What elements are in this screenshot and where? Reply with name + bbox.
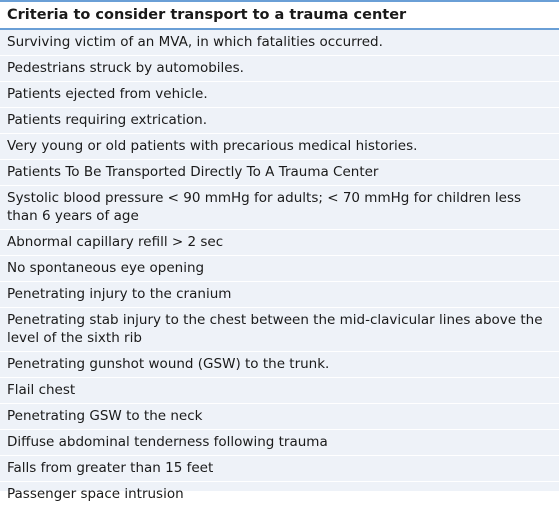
table-row: Patients To Be Transported Directly To A Trauma Center (0, 160, 559, 186)
table-row: Pedestrians struck by automobiles. (0, 56, 559, 82)
table-row: Diffuse abdominal tenderness following trauma (0, 430, 559, 456)
table-row: Flail chest (0, 378, 559, 404)
table-row: Passenger space intrusion (0, 482, 559, 508)
table-row: Penetrating gunshot wound (GSW) to the trunk. (0, 352, 559, 378)
table-row: Very young or old patients with precarious medical histories. (0, 134, 559, 160)
table-row: Penetrating stab injury to the chest between the mid-clavicular lines above the level of the sixth rib (0, 308, 559, 352)
table-row: Falls from greater than 15 feet (0, 456, 559, 482)
table-row: Penetrating GSW to the neck (0, 404, 559, 430)
table-row: Abnormal capillary refill > 2 sec (0, 230, 559, 256)
table-row: Systolic blood pressure < 90 mmHg for adults; < 70 mmHg for children less than 6 years of age (0, 186, 559, 230)
table-row: Patients requiring extrication. (0, 108, 559, 134)
table-body (0, 30, 559, 508)
table-row: No spontaneous eye opening (0, 256, 559, 282)
table-row: Patients ejected from vehicle. (0, 82, 559, 108)
table-row: Penetrating injury to the cranium (0, 282, 559, 308)
table-header: Criteria to consider transport to a trauma center (0, 0, 559, 30)
table-row: Surviving victim of an MVA, in which fatalities occurred. (0, 30, 559, 56)
